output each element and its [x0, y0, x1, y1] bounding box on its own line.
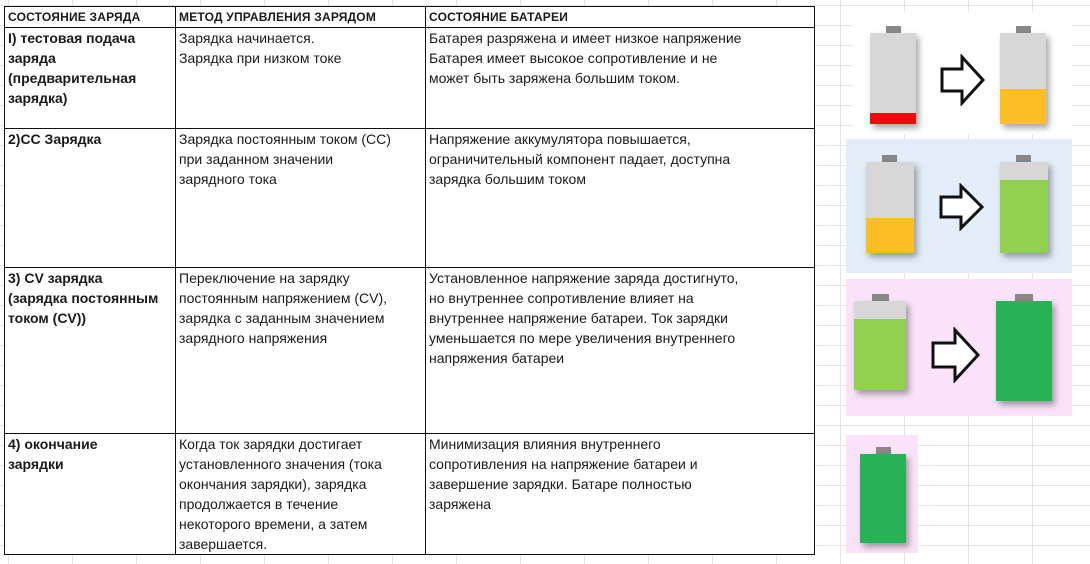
- charge-state-cell[interactable]: 4) окончание зарядки: [5, 434, 176, 555]
- charging-table: [4, 6, 815, 555]
- battery-state-cell[interactable]: Батарея разряжена и имеет низкое напряжение Батарея имеет высокое сопротивление и не может быть заряжена большим током.: [426, 28, 815, 129]
- battery-body: [854, 301, 906, 390]
- battery-yellow-icon: [1000, 26, 1046, 124]
- charge-method-cell[interactable]: Переключение на зарядку постоянным напряжением (CV), зарядка с заданным значением зарядного напряжения: [176, 268, 426, 434]
- battery-full-green-icon: [860, 447, 906, 543]
- battery-charge-level: [854, 319, 906, 390]
- stage-1-illustration[interactable]: [852, 12, 1072, 134]
- battery-light-green-icon: [854, 294, 906, 390]
- battery-charge-level: [1000, 180, 1048, 253]
- battery-state-cell[interactable]: Минимизация влияния внутреннего сопротивления на напряжение батареи и завершение зарядки. Батаре полностью заряжена: [426, 434, 815, 555]
- charge-method-cell[interactable]: Зарядка начинается. Зарядка при низком токе: [176, 28, 426, 129]
- battery-terminal: [882, 155, 897, 162]
- table-row: [5, 268, 815, 434]
- header-row: [5, 7, 815, 28]
- charge-method-cell[interactable]: Зарядка постоянным током (CC) при заданном значении зарядного тока: [176, 129, 426, 268]
- table-row: [5, 129, 815, 268]
- battery-terminal: [872, 294, 889, 301]
- table-row: [5, 434, 815, 555]
- battery-charge-level: [860, 454, 906, 543]
- battery-terminal: [876, 447, 891, 454]
- battery-charge-level: [996, 301, 1052, 401]
- battery-terminal: [1016, 155, 1031, 162]
- header-charge-state[interactable]: СОСТОЯНИЕ ЗАРЯДА: [5, 7, 176, 28]
- stage-4-illustration[interactable]: [846, 435, 918, 553]
- battery-yellow-icon: [866, 155, 914, 253]
- stage-2-illustration[interactable]: [846, 139, 1072, 273]
- battery-charge-level: [866, 218, 914, 253]
- battery-body: [1000, 162, 1048, 253]
- battery-terminal: [1016, 26, 1031, 33]
- battery-light-green-icon: [1000, 155, 1048, 253]
- battery-terminal: [1015, 294, 1033, 301]
- battery-full-green-icon: [996, 294, 1052, 401]
- battery-body: [996, 301, 1052, 401]
- charge-state-cell[interactable]: 2)CC Зарядка: [5, 129, 176, 268]
- battery-body: [1000, 33, 1046, 124]
- arrow-right-icon: [940, 54, 986, 106]
- stage-3-illustration[interactable]: [846, 279, 1072, 416]
- header-charge-method[interactable]: МЕТОД УПРАВЛЕНИЯ ЗАРЯДОМ: [176, 7, 426, 28]
- table-row: [5, 28, 815, 129]
- header-battery-state[interactable]: СОСТОЯНИЕ БАТАРЕИ: [426, 7, 815, 28]
- battery-state-cell[interactable]: Напряжение аккумулятора повышается, ограничительный компонент падает, доступна зарядка большим током: [426, 129, 815, 268]
- charge-method-cell[interactable]: Когда ток зарядки достигает установленного значения (тока окончания зарядки), зарядка продолжается в течение некоторого времени, а затем завершается.: [176, 434, 426, 555]
- battery-body: [860, 454, 906, 543]
- arrow-right-icon: [939, 183, 985, 231]
- battery-low-red-icon: [870, 26, 916, 124]
- battery-body: [866, 162, 914, 253]
- battery-state-cell[interactable]: Установленное напряжение заряда достигнуто, но внутреннее сопротивление влияет на внутреннее напряжение батареи. Ток зарядки уменьшается по мере увеличения внутреннего напряжения батареи: [426, 268, 815, 434]
- battery-charge-level: [870, 113, 916, 124]
- charge-state-cell[interactable]: 3) CV зарядка (зарядка постоянным током (CV)): [5, 268, 176, 434]
- battery-body: [870, 33, 916, 124]
- charge-state-cell[interactable]: I) тестовая подача заряда (предварительная зарядка): [5, 28, 176, 129]
- arrow-right-icon: [931, 327, 981, 383]
- battery-terminal: [886, 26, 901, 33]
- battery-charge-level: [1000, 89, 1046, 124]
